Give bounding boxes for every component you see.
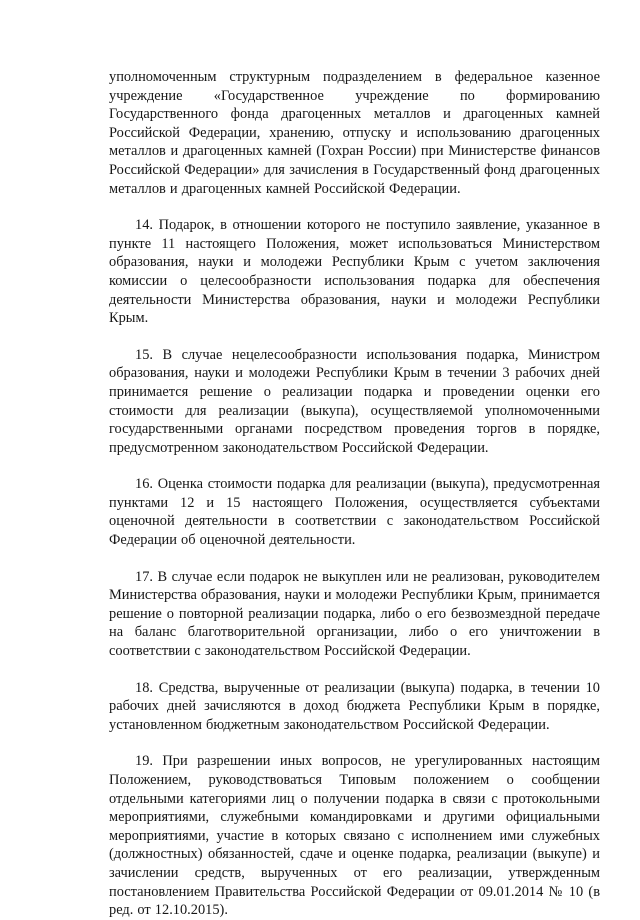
paragraph-19: 19. При разрешении иных вопросов, не урегулированных настоящим Положением, руководствоваться Типовым положением о сообщении отдельными категориями лиц о получении подарка в связи с протокольными мероприятиями, служебными командировками и другими официальными мероприятиями, участие в которых связано с исполнением ими служебных (должностных) обязанностей, сдаче и оценке подарка, реализации (выкупе) и зачислении средств, вырученных от его реализации, утвержденным постановлением Правительства Российской Федерации от 09.01.2014 № 10 (в ред. от 12.10.2015). [109,753,600,919]
paragraph-13-continued: уполномоченным структурным подразделением в федеральное казенное учреждение «Государственное учреждение по формированию Государственного фонда драгоценных металлов и драгоценных камней Российской Федерации, хранению, отпуску и использованию драгоценных металлов и драгоценных камней (Гохран России) при Министерстве финансов Российской Федерации» для зачисления в Государственный фонд драгоценных металлов и драгоценных камней Российской Федерации. [109,69,600,197]
paragraph-17: 17. В случае если подарок не выкуплен или не реализован, руководителем Министерства образования, науки и молодежи Республики Крым, принимается решение о повторной реализации подарка, либо о его безвозмездной передаче на баланс благотворительной организации, либо о его уничтожении в соответствии с законодательством Российской Федерации. [109,568,601,660]
paragraph-16: 16. Оценка стоимости подарка для реализации (выкупа), предусмотренная пунктами 12 и 15 настоящего Положения, осуществляется субъектами оценочной деятельности в соответствии с законодательством Российской Федерации об оценочной деятельности. [109,476,600,549]
paragraph-14: 14. Подарок, в отношении которого не поступило заявление, указанное в пункте 11 настоящего Положения, может использоваться Министерством образования, науки и молодежи Республики Крым с учетом заключения комиссии о целесообразности использования подарка для обеспечения деятельности Министерства образования, науки и молодежи Республики Крым. [109,217,600,327]
paragraph-18: 18. Средства, вырученные от реализации (выкупа) подарка, в течении 10 рабочих дней зачисляются в доход бюджета Республики Крым в порядке, установленном бюджетным законодательством Российской Федерации. [109,679,600,733]
paragraph-15: 15. В случае нецелесообразности использования подарка, Министром образования, науки и молодежи Республики Крым в течении 3 рабочих дней принимается решение о реализации подарка и проведении оценки его стоимости для реализации (выкупа), осуществляемой уполномоченными государственными органами посредством проведения торгов в порядке, предусмотренном законодательством Российской Федерации. [109,346,600,456]
